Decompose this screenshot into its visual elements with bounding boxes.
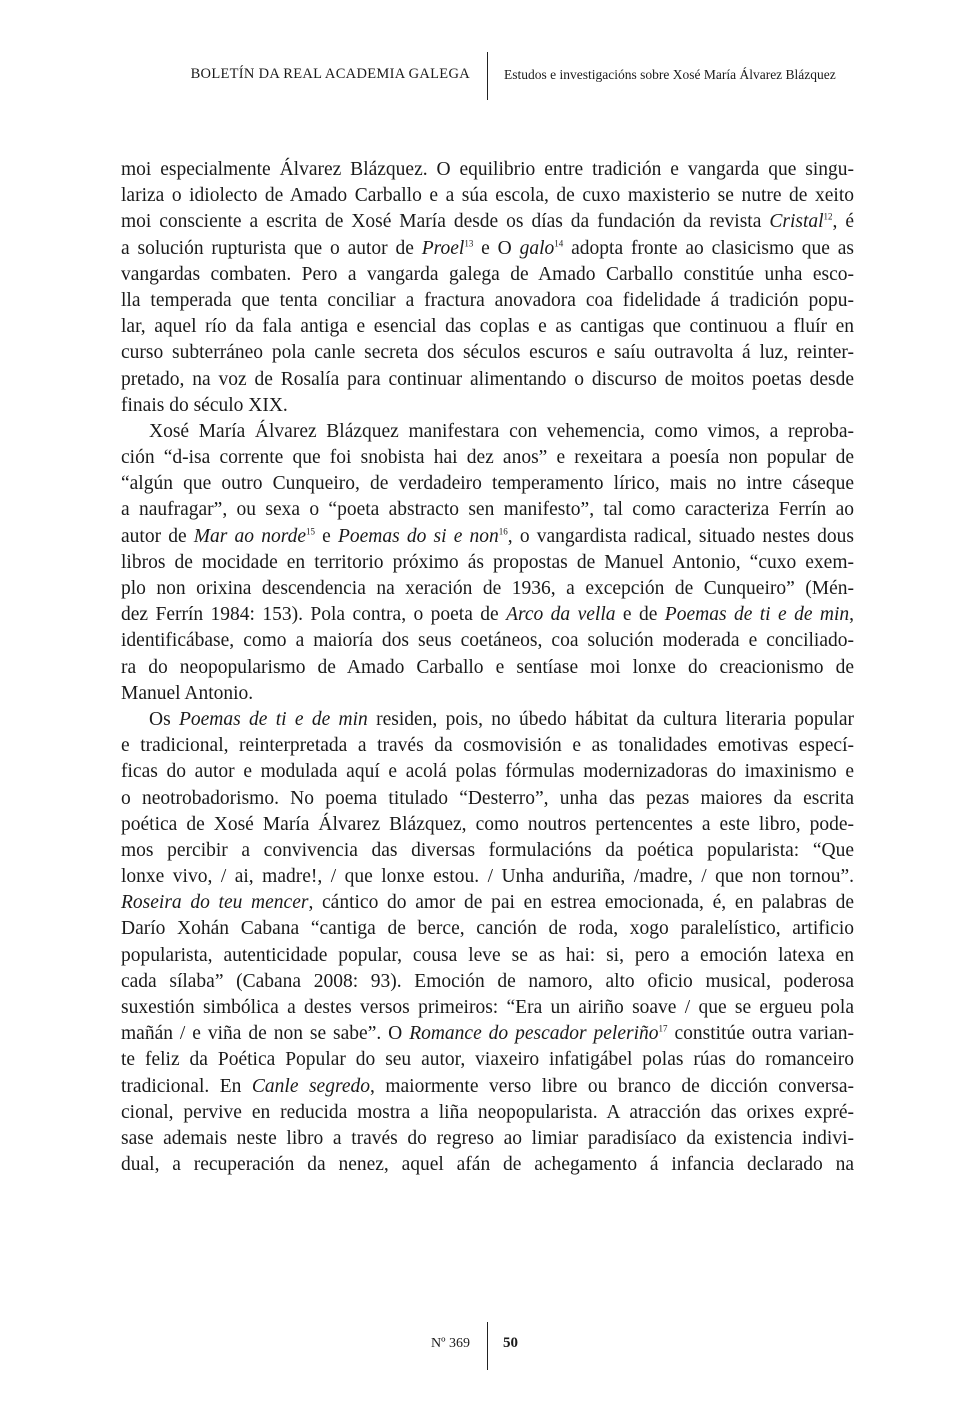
work-title: Roseira do teu mencer xyxy=(121,892,309,914)
text-line xyxy=(121,733,854,759)
footnote-ref[interactable]: 16 xyxy=(498,526,508,537)
text-line xyxy=(121,759,854,785)
text-run: suxestión simbólica a destes versos primeiros: “Era un airiño soave / que se ergueu pola xyxy=(121,997,854,1018)
text-run: Xosé María Álvarez Blázquez manifestara con vehemencia, como vimos, a reproba- xyxy=(149,420,854,442)
text-line xyxy=(121,1074,854,1100)
work-title: galo xyxy=(519,237,555,259)
text-run: plo non orixina descendencia na xeración de 1936, a excepción de Cunqueiro” (Mén- xyxy=(121,578,854,599)
footnote-ref[interactable]: 12 xyxy=(823,211,833,222)
text-run: , xyxy=(849,604,855,626)
text-run: moi consciente a escrita de Xosé María desde os días da fundación da revista xyxy=(121,211,770,233)
text-line xyxy=(121,864,854,890)
text-line xyxy=(121,786,854,812)
journal-title: BOLETÍN DA REAL ACADEMIA GALEGA xyxy=(190,66,470,82)
text-run: e O xyxy=(473,237,520,259)
text-line xyxy=(121,288,854,314)
text-run: dez Ferrín 1984: 153). Pola contra, o poeta de xyxy=(121,604,507,626)
text-run: o neotrobadorismo. No poema titulado “Desterro”, unha das pezas maiores da escrita xyxy=(121,787,854,809)
text-line xyxy=(121,393,854,419)
work-title: Romance do pescador peleriño xyxy=(409,1023,659,1045)
text-line xyxy=(121,419,854,445)
text-line xyxy=(121,340,854,366)
text-run: curso subterráneo pola canle secreta dos séculos escuros e saíu outravolta á luz, reinter- xyxy=(121,342,854,364)
footnote-ref[interactable]: 13 xyxy=(464,238,474,249)
text-run: , cántico do amor de pai en estrea emocionada, é, en palabras de xyxy=(308,892,854,914)
page-number: 50 xyxy=(503,1335,518,1351)
text-run: lariza o idiolecto de Amado Carballo e a súa escola, de cuxo maxisterio se nutre de xeito xyxy=(121,185,854,207)
text-run: te feliz da Poética Popular do seu autor, viaxeiro infatigábel polas rúas do romanceiro xyxy=(121,1049,854,1071)
text-line xyxy=(121,183,854,209)
text-run: Os xyxy=(149,708,179,730)
text-run: e xyxy=(314,525,338,547)
text-run: ra do neopopularismo de Amado Carballo e sentíase moi lonxe do creacionismo de xyxy=(121,656,854,678)
work-title: Proel xyxy=(421,237,465,259)
text-run: ción “d-isa corrente que foi snobista hai dez anos” e rexeitara a poesía non popular de xyxy=(121,447,854,469)
header-divider xyxy=(487,52,488,100)
text-run: popularista, autenticidade popular, cousa leve se as hai: si, pero a emoción latexa en xyxy=(121,944,854,966)
text-run: “algún que outro Cunqueiro, de verdadeiro temperamento lírico, mais no intre cáseque xyxy=(121,473,854,495)
text-line xyxy=(121,943,854,969)
text-line xyxy=(121,707,854,733)
text-line xyxy=(121,1126,854,1152)
text-line xyxy=(121,471,854,497)
text-run: a solución rupturista que o autor de xyxy=(121,237,422,259)
footer-divider xyxy=(487,1322,488,1370)
text-run: mañán / e viña de non se sabe”. O xyxy=(121,1023,410,1045)
text-line xyxy=(121,576,854,602)
text-run: vangardas combaten. Pero a vangarda galega de Amado Carballo constitúe unha esco- xyxy=(121,263,854,285)
text-line xyxy=(121,497,854,523)
section-title: Estudos e investigacións sobre Xosé María Álvarez Blázquez xyxy=(504,67,836,82)
text-line xyxy=(121,236,854,262)
text-line xyxy=(121,628,854,654)
footnote-ref[interactable]: 14 xyxy=(554,238,564,249)
text-line xyxy=(121,812,854,838)
text-line xyxy=(121,1047,854,1073)
text-run: residen, pois, no úbedo hábitat da cultura literaria popular xyxy=(367,708,854,730)
text-line xyxy=(121,1152,854,1178)
text-run: constitúe outra varian- xyxy=(667,1023,854,1045)
text-run: autor de xyxy=(121,525,194,547)
text-line xyxy=(121,314,854,340)
work-title: Poemas do si e non xyxy=(337,525,499,547)
text-line xyxy=(121,681,854,707)
text-run: e de xyxy=(615,604,665,626)
text-run: Darío Xohán Cabana “cantiga de berce, canción de roda, xogo paralelístico, artificio xyxy=(121,918,854,940)
text-run: , o vangardista radical, situado nestes dous xyxy=(507,525,855,547)
text-run: lonxe vivo, / ai, madre!, / que lonxe estou. / Unha anduriña, /madre, / que non tornou”. xyxy=(121,866,854,888)
paragraph xyxy=(121,157,854,419)
text-run: finais do século XIX. xyxy=(121,394,288,416)
text-line xyxy=(121,262,854,288)
work-title: Arco da vella xyxy=(506,604,616,626)
text-run: sase ademais neste libro a través do regreso ao limiar paradisíaco da existencia indivi- xyxy=(121,1127,854,1149)
text-run: cional, pervive en reducida mostra a liña neopopularista. A atracción das orixes expré- xyxy=(121,1101,854,1123)
text-run: ficas do autor e modulada aquí e acolá polas fórmulas modernizadoras do imaxinismo e xyxy=(121,761,854,783)
work-title: Mar ao norde xyxy=(193,525,306,547)
article-body xyxy=(121,157,854,1178)
text-run: adopta fronte ao clasicismo que as xyxy=(563,237,854,259)
text-run: lla temperada que tenta conciliar a fractura anovadora coa fidelidade á tradición popu- xyxy=(121,289,854,311)
text-run: a naufragar”, ou sexa o “poeta abstracto sen manifesto”, tal como caracteriza Ferrín ao xyxy=(121,499,854,521)
text-line xyxy=(121,890,854,916)
text-line xyxy=(121,550,854,576)
text-run: poética de Xosé María Álvarez Blázquez, como noutros pertencentes a este libro, pode- xyxy=(121,813,854,835)
work-title: Poemas de ti e de min xyxy=(178,708,368,730)
text-run: pretado, na voz de Rosalía para continuar alimentando o discurso de moitos poetas desde xyxy=(121,368,854,390)
text-line xyxy=(121,838,854,864)
text-line xyxy=(121,655,854,681)
text-line xyxy=(121,209,854,235)
text-line xyxy=(121,524,854,550)
text-line xyxy=(121,367,854,393)
text-line xyxy=(121,602,854,628)
running-footer xyxy=(0,1322,975,1370)
paragraph xyxy=(121,419,854,707)
text-line xyxy=(121,1021,854,1047)
text-run: identificábase, como a maioría dos seus coetáneos, coa solución moderada e conciliado- xyxy=(121,630,854,652)
text-run: e tradicional, reinterpretada a través da cosmovisión e as tonalidades emotivas especí- xyxy=(121,735,854,757)
text-line xyxy=(121,157,854,183)
running-header xyxy=(0,52,975,100)
footnote-ref[interactable]: 17 xyxy=(658,1023,668,1034)
text-line xyxy=(121,995,854,1021)
issue-number: Nº 369 xyxy=(431,1336,470,1351)
text-line xyxy=(121,916,854,942)
text-run: , é xyxy=(832,211,855,233)
text-line xyxy=(121,1100,854,1126)
paragraph xyxy=(121,707,854,1178)
text-run: mos percibir a convivencia das diversas formulacións da poética popularista: “Que xyxy=(121,839,854,861)
footnote-ref[interactable]: 15 xyxy=(305,526,315,537)
text-run: cada sílaba” (Cabana 2008: 93). Emoción de namoro, alto oficio musical, poderosa xyxy=(121,970,854,992)
text-run: libros de mocidade en territorio próximo ás propostas de Manuel Antonio, “cuxo exem- xyxy=(121,551,854,573)
work-title: Canle segredo xyxy=(251,1075,370,1097)
text-line xyxy=(121,445,854,471)
text-run: Manuel Antonio. xyxy=(121,682,254,704)
text-run: dual, a recuperación da nenez, aquel afán de achegamento á infancia declarado na xyxy=(121,1154,854,1176)
work-title: Cristal xyxy=(769,211,824,233)
text-run: lar, aquel río da fala antiga e esencial das coplas e as cantigas que continuou a fluír en xyxy=(121,316,854,338)
work-title: Poemas de ti e de min xyxy=(664,604,850,626)
text-run: tradicional. En xyxy=(121,1075,252,1097)
text-line xyxy=(121,969,854,995)
text-run: moi especialmente Álvarez Blázquez. O equilibrio entre tradición e vangarda que singu- xyxy=(121,159,854,180)
text-run: , maiormente verso libre ou branco de dicción conversa- xyxy=(369,1075,855,1097)
